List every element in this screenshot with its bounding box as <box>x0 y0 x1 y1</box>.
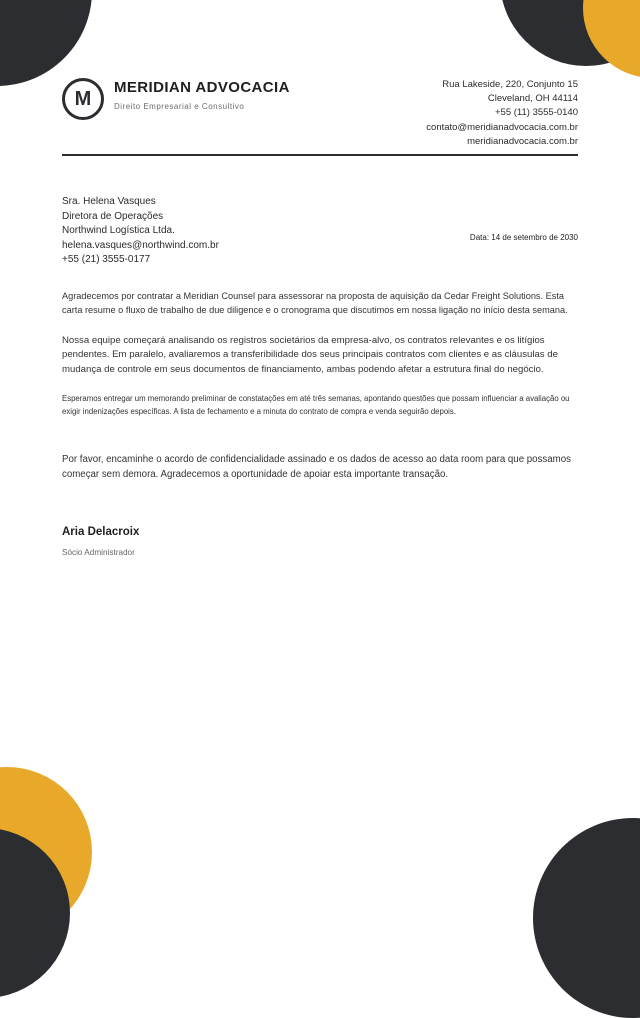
recipient-company: Northwind Logística Ltda. <box>62 225 175 237</box>
firm-name: MERIDIAN ADVOCACIA <box>114 79 290 96</box>
recipient-block <box>62 195 219 268</box>
contact-email: contato@meridianadvocacia.com.br <box>426 121 578 133</box>
contact-city: Cleveland, OH 44114 <box>487 93 578 105</box>
signature-title: Sócio Administrador <box>62 548 135 557</box>
recipient-email: helena.vasques@northwind.com.br <box>62 239 219 251</box>
letter-date: Data: 14 de setembro de 2030 <box>469 233 578 242</box>
header-divider <box>62 154 578 156</box>
body-paragraph-3: Esperamos entregar um memorando preliminar de constatações em até três semanas, apontando questões que possam influenciar a avaliação ou exigir indenizações específicas. A lista de fechamento e a minuta do contrato de compra e venda seguirão depois. <box>62 394 570 417</box>
decorative-circle-bottom-right <box>533 818 640 1018</box>
contact-address: Rua Lakeside, 220, Conjunto 15 <box>442 79 578 90</box>
contact-website: meridianadvocacia.com.br <box>467 135 578 147</box>
body-paragraph-1: Agradecemos por contratar a Meridian Counsel para assessorar na proposta de aquisição da Cedar Freight Solutions. Esta carta resume o fluxo de trabalho de due diligence e o cronograma que discutimos em nossa ligação no início desta semana. <box>62 291 568 315</box>
body-paragraph-2: Nossa equipe começará analisando os registros societários da empresa-alvo, os contratos relevantes e os litígios pendentes. Em paralelo, avaliaremos a transferibilidade dos seus principais contratos com clientes e as cláusulas de mudança de controle em seus documentos de financiamento, ambas podendo afetar a estrutura final do negócio. <box>62 335 558 375</box>
recipient-title: Diretora de Operações <box>62 210 164 222</box>
logo-mark <box>62 78 104 120</box>
firm-tagline: Direito Empresarial e Consultivo <box>114 102 245 111</box>
decorative-circle-top-right-accent <box>583 0 640 78</box>
contact-phone: +55 (11) 3555-0140 <box>494 107 578 119</box>
body-paragraph-4: Por favor, encaminhe o acordo de confidencialidade assinado e os dados de acesso ao data room para que possamos começar sem demora. Agradecemos a oportunidade de apoiar esta importante transação. <box>62 454 571 480</box>
letterhead-contact-block <box>426 78 578 149</box>
recipient-name: Sra. Helena Vasques <box>62 196 156 207</box>
recipient-phone: +55 (21) 3555-0177 <box>62 254 151 266</box>
logo-letter: M <box>74 87 92 110</box>
decorative-circle-top-left <box>0 0 92 86</box>
signature-name: Aria Delacroix <box>62 526 140 538</box>
